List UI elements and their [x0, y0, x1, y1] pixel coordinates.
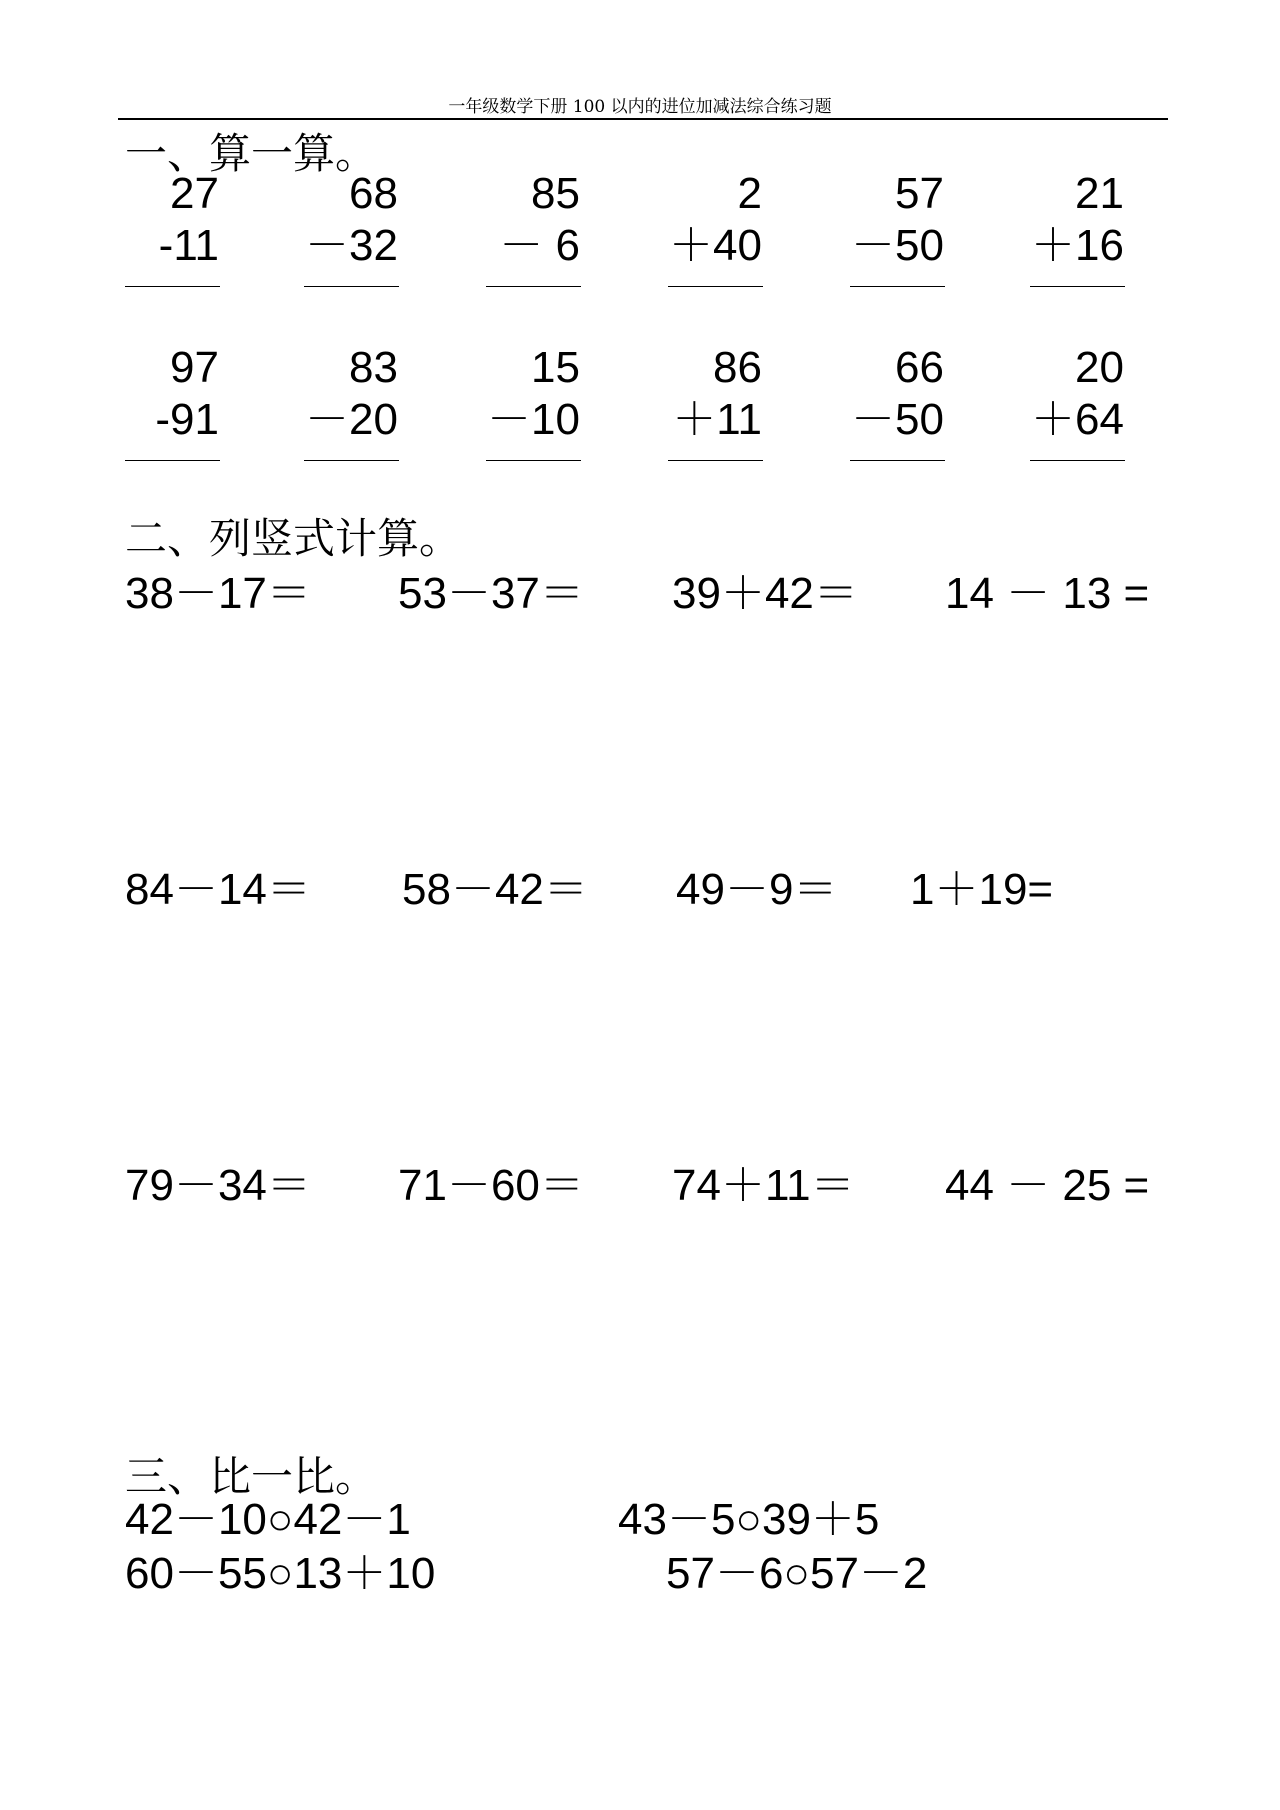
- answer-line[interactable]: [125, 286, 220, 287]
- answer-line[interactable]: [486, 460, 581, 461]
- answer-line[interactable]: [125, 460, 220, 461]
- problem-top: 86: [713, 343, 762, 392]
- answer-line[interactable]: [850, 460, 945, 461]
- equation: 53－37＝: [398, 569, 584, 618]
- problem-top: 2: [737, 169, 762, 218]
- equation: 44 － 25 =: [945, 1161, 1150, 1210]
- problem-bottom: －50: [851, 221, 944, 270]
- problem-top: 97: [170, 343, 219, 392]
- problem-top: 27: [170, 169, 219, 218]
- problem-top: 15: [531, 343, 580, 392]
- section1-title: 一、算一算。: [125, 129, 378, 178]
- problem-bottom: － 6: [499, 221, 580, 270]
- problem-bottom: ＋16: [1031, 221, 1124, 270]
- equation: 38－17＝: [125, 569, 311, 618]
- comparison-item: 60－55○13＋10: [125, 1549, 436, 1598]
- equation: 79－34＝: [125, 1161, 311, 1210]
- comparison-item: 42－10○42－1: [125, 1495, 411, 1544]
- equation: 58－42＝: [402, 865, 588, 914]
- problem-bottom: －50: [851, 395, 944, 444]
- equation: 49－9＝: [676, 865, 838, 914]
- comparison-item: 43－5○39＋5: [618, 1495, 880, 1544]
- equation: 84－14＝: [125, 865, 311, 914]
- problem-bottom: -91: [155, 395, 219, 444]
- problem-bottom: －10: [487, 395, 580, 444]
- page-header: 一年级数学下册 100 以内的进位加减法综合练习题: [448, 97, 832, 117]
- problem-top: 57: [895, 169, 944, 218]
- answer-line[interactable]: [668, 460, 763, 461]
- equation: 74＋11＝: [672, 1161, 855, 1210]
- problem-bottom: -11: [158, 221, 219, 270]
- answer-line[interactable]: [304, 286, 399, 287]
- answer-line[interactable]: [1030, 286, 1125, 287]
- comparison-item: 57－6○57－2: [666, 1549, 928, 1598]
- problem-top: 66: [895, 343, 944, 392]
- problem-top: 85: [531, 169, 580, 218]
- problem-top: 68: [349, 169, 398, 218]
- answer-line[interactable]: [304, 460, 399, 461]
- problem-bottom: ＋64: [1031, 395, 1124, 444]
- answer-line[interactable]: [668, 286, 763, 287]
- header-rule: [118, 118, 1168, 120]
- section3-title: 三、比一比。: [125, 1452, 378, 1501]
- problem-bottom: －20: [305, 395, 398, 444]
- answer-line[interactable]: [850, 286, 945, 287]
- problem-bottom: －32: [305, 221, 398, 270]
- problem-top: 20: [1075, 343, 1124, 392]
- equation: 71－60＝: [398, 1161, 584, 1210]
- problem-top: 21: [1075, 169, 1124, 218]
- answer-line[interactable]: [486, 286, 581, 287]
- section2-title: 二、列竖式计算。: [125, 514, 462, 563]
- equation: 14 － 13 =: [945, 569, 1150, 618]
- answer-line[interactable]: [1030, 460, 1125, 461]
- problem-bottom: ＋11: [672, 395, 762, 444]
- equation: 39＋42＝: [672, 569, 858, 618]
- problem-bottom: ＋40: [669, 221, 762, 270]
- problem-top: 83: [349, 343, 398, 392]
- equation: 1＋19=: [910, 865, 1054, 914]
